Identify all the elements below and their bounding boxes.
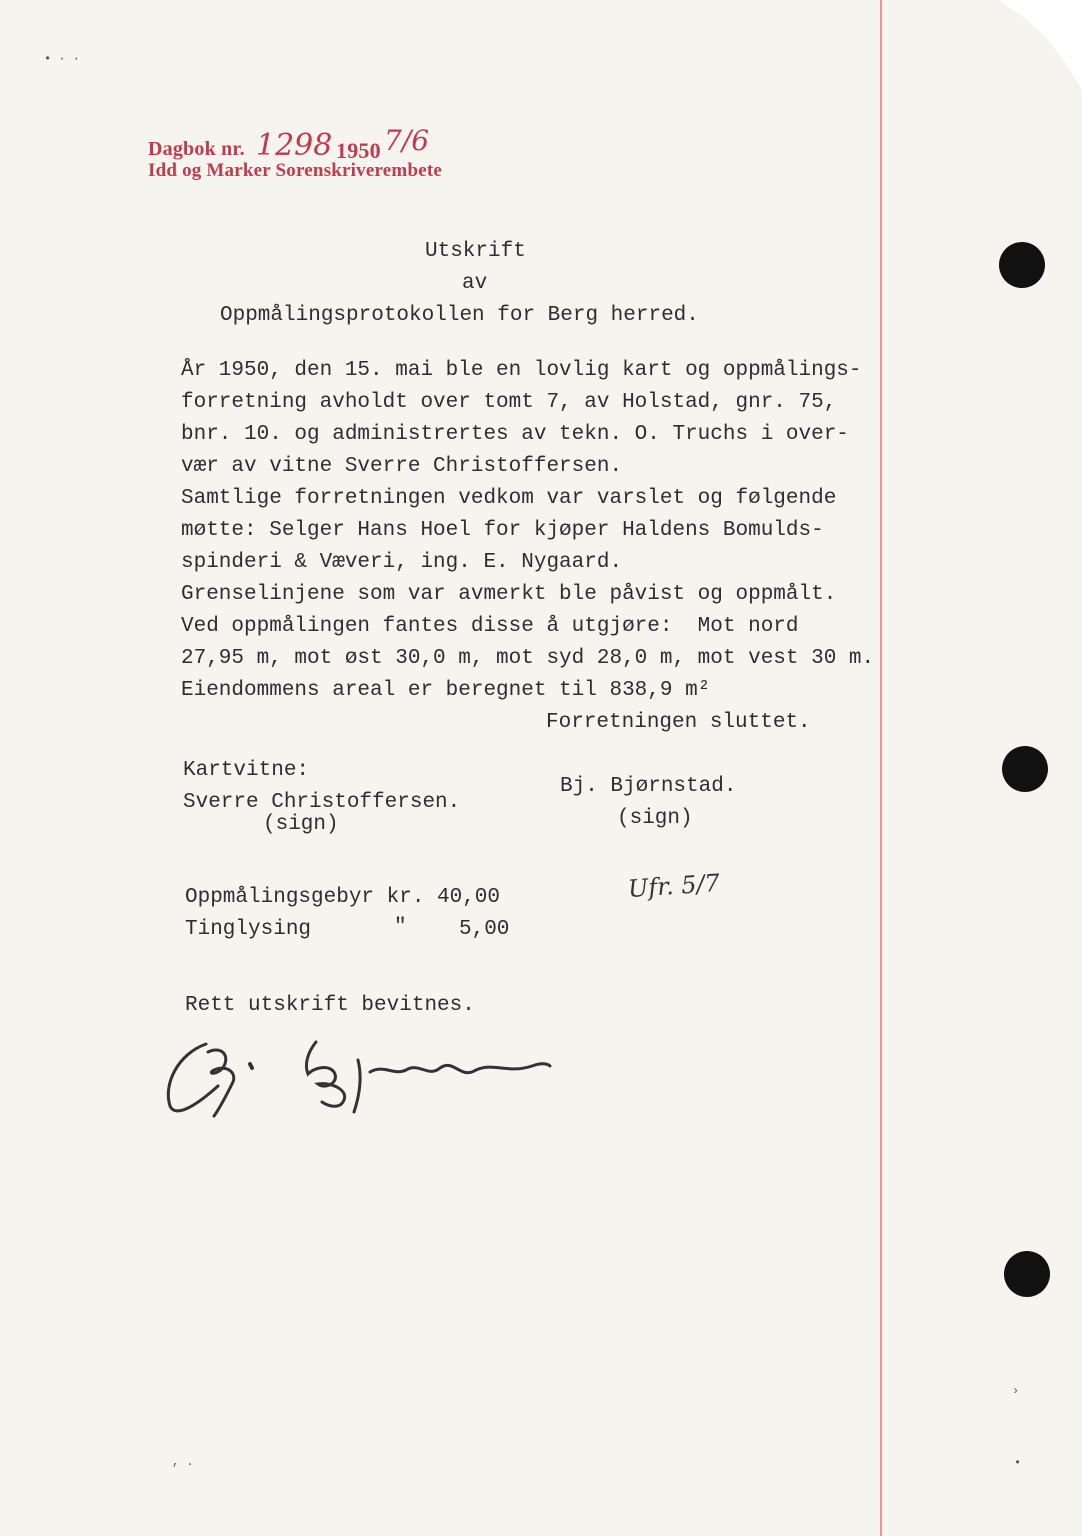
body-line: Eiendommens areal er beregnet til 838,9 m² xyxy=(181,679,711,702)
corner-mark: , . xyxy=(172,1455,194,1469)
title-line-3: Oppmålingsprotokollen for Berg herred. xyxy=(220,304,699,327)
body-line: Grenselinjene som var avmerkt ble påvist og oppmålt. xyxy=(181,583,837,606)
witness-heading: Kartvitne: xyxy=(183,759,310,782)
fee-label: Tinglysing xyxy=(185,918,312,941)
witness-name: Sverre Christoffersen. xyxy=(183,791,461,814)
fee-amount: 5,00 xyxy=(459,918,510,941)
body-line: møtte: Selger Hans Hoel for kjøper Haldens Bomulds- xyxy=(181,519,824,542)
stamp-number: 1298 xyxy=(256,128,333,163)
body-line: Ved oppmålingen fantes disse å utgjøre: Mot nord xyxy=(181,615,799,638)
body-line: 27,95 m, mot øst 30,0 m, mot syd 28,0 m, mot vest 30 m. xyxy=(181,647,875,670)
punch-hole xyxy=(999,242,1045,288)
fee-label: Oppmålingsgebyr kr. xyxy=(185,886,425,909)
body-line: forretning avholdt over tomt 7, av Holstad, gnr. 75, xyxy=(181,391,837,414)
stamp-label: Dagbok nr. xyxy=(148,138,245,160)
signature xyxy=(158,1024,578,1124)
closing-line: Forretningen sluttet. xyxy=(546,711,811,734)
edge-mark: › xyxy=(1012,1384,1020,1398)
margin-line xyxy=(880,0,882,1536)
handwritten-note: Ufr. 5/7 xyxy=(627,868,721,904)
stamp-date: 7/6 xyxy=(384,124,430,157)
title-line-1: Utskrift xyxy=(425,240,526,263)
official-sign: (sign) xyxy=(617,807,693,830)
body-line: Samtlige forretningen vedkom var varslet og følgende xyxy=(181,487,837,510)
torn-corner xyxy=(1000,0,1082,90)
certification-line: Rett utskrift bevitnes. xyxy=(185,994,475,1017)
body-line: År 1950, den 15. mai ble en lovlig kart og oppmålings- xyxy=(181,359,862,382)
witness-sign: (sign) xyxy=(263,813,339,836)
punch-hole xyxy=(1004,1251,1050,1297)
stamp-office: Idd og Marker Sorenskriverembete xyxy=(148,160,443,181)
official-name: Bj. Bjørnstad. xyxy=(560,775,737,798)
body-line: bnr. 10. og administrertes av tekn. O. Truchs i over- xyxy=(181,423,849,446)
body-line: spinderi & Væveri, ing. E. Nygaard. xyxy=(181,551,623,574)
body-line: vær av vitne Sverre Christoffersen. xyxy=(181,455,623,478)
edge-mark: • xyxy=(1014,1456,1022,1470)
punch-hole xyxy=(1002,746,1048,792)
fee-amount: 40,00 xyxy=(437,886,501,909)
title-line-2: av xyxy=(462,272,488,295)
corner-mark: • · · xyxy=(44,52,81,66)
stamp-year: 1950 xyxy=(336,138,381,163)
ditto-mark: " xyxy=(394,916,407,939)
